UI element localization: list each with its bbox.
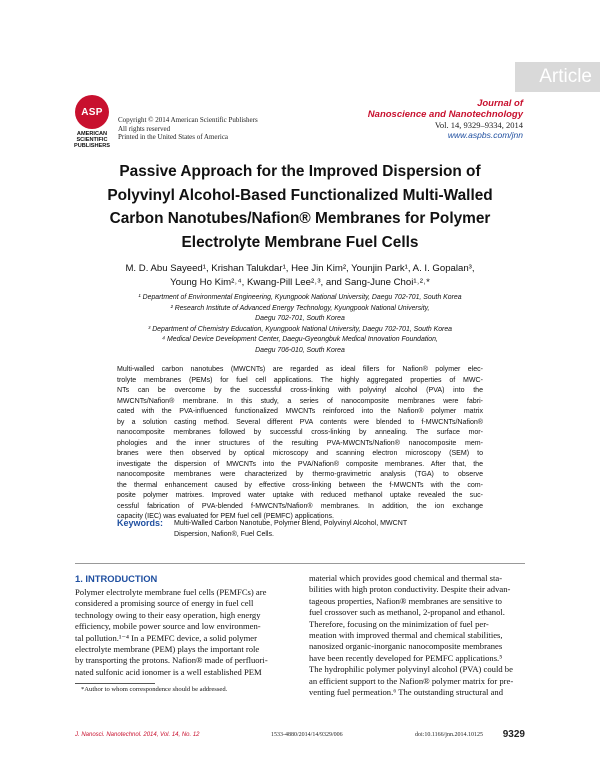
paper-title: Passive Approach for the Improved Dispersion of Polyvinyl Alcohol-Based Functionalized Multi-Walled Carbon Nanotubes/Nafion® Membranes for Polymer Electrolyte Membrane Fuel Cells bbox=[107, 163, 493, 251]
publisher-name: AMERICAN SCIENTIFIC PUBLISHERS bbox=[73, 131, 111, 149]
footer-citation: J. Nanosci. Nanotechnol. 2014, Vol. 14, No. 12 bbox=[75, 732, 200, 738]
footnote-divider bbox=[75, 683, 155, 684]
publisher-logo bbox=[71, 95, 113, 149]
journal-url[interactable]: www.aspbs.com/jnn bbox=[447, 130, 523, 140]
page-number: 9329 bbox=[502, 729, 525, 740]
keywords-text: Multi-Walled Carbon Nanotube, Polymer Blend, Polyvinyl Alcohol, MWCNT Dispersion, Nafion®, Fuel Cells. bbox=[174, 520, 408, 538]
correspondence-footnote: *Author to whom correspondence should be addressed. bbox=[81, 686, 228, 693]
page-footer bbox=[75, 730, 525, 742]
journal-title: Journal of Nanoscience and Nanotechnology bbox=[367, 98, 523, 120]
keywords-label: Keywords: bbox=[117, 518, 164, 528]
affiliations: ¹ Department of Environmental Engineering, Kyungpook National University, Daegu 702-701, South Korea ² Research Institute of Advanced Energy Technology, Kyungpook National University, Daegu 702-701, South Korea ³ Department of Chemistry Education, Kyungpook National University, Daegu 702-701, South Korea ⁴ Medical Device Development Center, Daegu-Gyeongbuk Medical Innovation Foundation, Daegu 706-010, South Korea bbox=[138, 294, 462, 354]
copyright-notice: Copyright © 2014 American Scientific Publishers All rights reserved Printed in the United States of America bbox=[118, 116, 258, 141]
section-divider bbox=[75, 563, 525, 564]
journal-info bbox=[368, 98, 523, 140]
article-badge: Article bbox=[515, 62, 600, 92]
journal-volume: Vol. 14, 9329–9334, 2014 bbox=[434, 120, 523, 130]
footer-issn: 1533-4880/2014/14/9329/006 bbox=[271, 732, 343, 738]
asp-logo-icon: ASP bbox=[75, 95, 109, 129]
intro-right-column: material which provides good chemical and thermal sta- bilities with high proton conductivity. Despite their advan- tageous properties, Nafion® membranes are sensitive to fuel crossover such as methanol, 2-propanol and ethanol. Therefore, focusing on the minimization of fuel per- meation with improved thermal and chemical stabilities, nanosized organic-inorganic nanocomposite membranes have been recently developed for PEMFC applications.⁵ The hydrophilic polymer polyvinyl alcohol (PVA) could be an efficient support to the Nafion® polymer matrix for pre- venting fuel permeation.⁶ The outstanding structural and bbox=[309, 573, 514, 698]
footer-doi[interactable]: doi:10.1166/jnn.2014.10125 bbox=[415, 732, 483, 738]
author-list: M. D. Abu Sayeed¹, Krishan Talukdar¹, Hee Jin Kim², Younjin Park¹, A. I. Gopalan³, Young Ho Kim²˒⁴, Kwang-Pill Lee²˒³, and Sang-June Choi¹˒²˒* bbox=[125, 263, 475, 288]
intro-left-column: 1. INTRODUCTION Polymer electrolyte membrane fuel cells (PEMFCs) are considered a promising source of energy in fuel cell technology owing to their easy operation, high energy efficiency, mobile power source and low environmen- tal pollution.¹⁻⁴ In a PEMFC device, a solid polymer electrolyte membrane (PEM) plays the important role by transporting the protons. Nafion® made of perfluori- nated sulfonic acid ionomer is a well established PEM bbox=[75, 573, 291, 678]
section-heading: 1. INTRODUCTION bbox=[75, 573, 158, 584]
abstract: Multi-walled carbon nanotubes (MWCNTs) are regarded as ideal fillers for Nafion® polymer elec- trolyte membranes (PEMs) for fuel cell applications. The highly aggregated properties of MWC- NTs can be overcome by the successful cross-linking with polyvinyl alcohol (PVA) into the MWCNTs/Nafion® membrane. In this study, a series of nanocomposite membranes were fabri- cated with the PVA-influenced functionalized MWCNTs reinforced into the Nafion® polymer matrix by a solution casting method. Several different PVA contents were blended to f-MWCNTs/Nafion® nanocomposite membranes followed by successful cross-linking by annealing. The surface mor- phologies and the inner structures of the resulting PVA-MWCNTs/Nafion® nanocomposite mem- branes were then observed by optical microscopy and scanning electron microscopy (SEM) to investigate the dispersion of MWCNTs into the PVA/Nafion® composite membranes. After that, the nanocomposite membranes were characterized by thermo-gravimetric analysis (TGA) to observe the thermal enhancement caused by effective cross-linking between the f-MWCNTs with the com- posite polymer matrixes. Improved water uptake with reduced methanol uptake revealed the suc- cessful fabrication of PVA-blended f-MWCNTs/Nafion® membranes. In addition, the ion exchange capacity (IEC) was evaluated for PEM fuel cell (PEMFC) applications. bbox=[117, 366, 483, 520]
